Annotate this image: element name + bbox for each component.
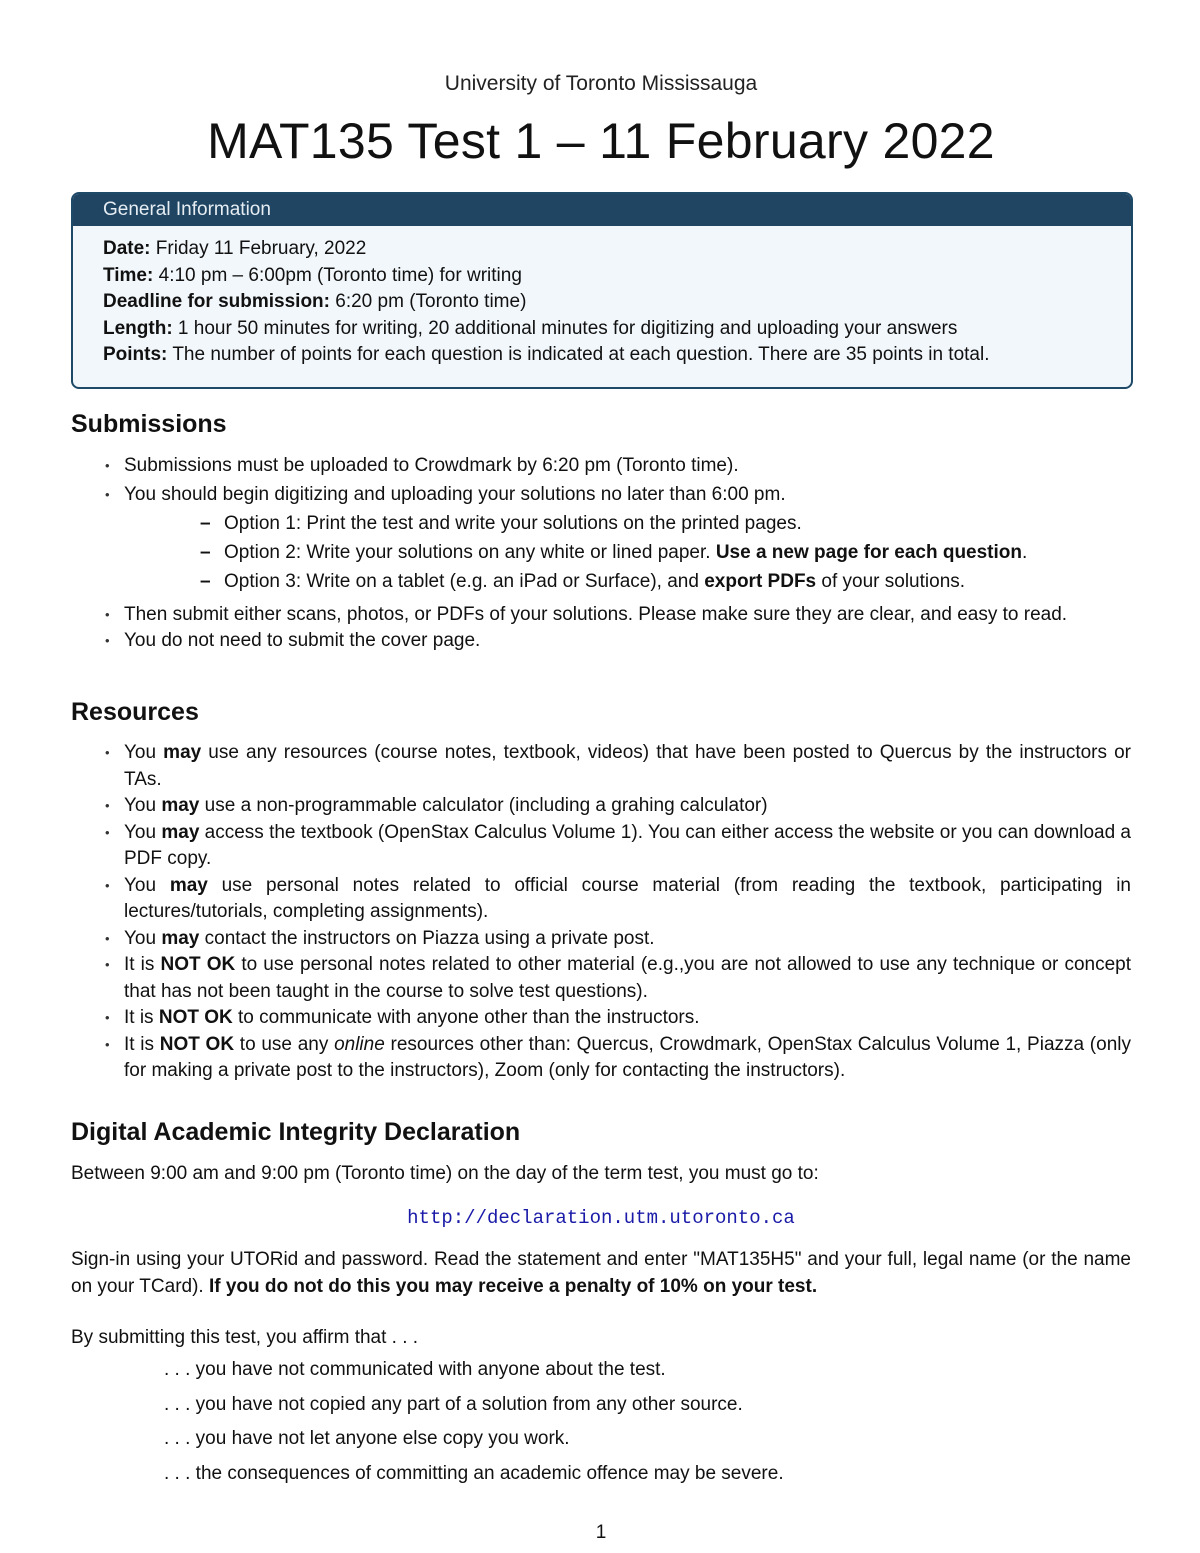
affirm-intro: By submitting this test, you affirm that . . .: [71, 1327, 419, 1348]
text: use a non-programmable calculator (including a grahing calculator): [199, 795, 768, 816]
info-label: Time:: [103, 264, 154, 286]
text: You: [124, 821, 162, 843]
option-text: Option 1: Print the test and write your solutions on the printed pages.: [224, 513, 802, 534]
option-text: .: [1022, 542, 1028, 563]
list-item: [71, 873, 1131, 926]
info-time: [103, 263, 1131, 290]
list-item: [71, 628, 1131, 655]
page-title: MAT135 Test 1 – 11 February 2022: [207, 113, 995, 169]
text: Sign-in using your UTORid and password. Read the statement and enter "MAT135H5" and your full, legal name (or the name on your TCard).: [71, 1249, 1131, 1297]
declaration-link[interactable]: http://declaration.utm.utoronto.ca: [407, 1207, 795, 1229]
list-item: [71, 453, 1131, 480]
option-emphasis: export PDFs: [704, 571, 817, 592]
affirm-item: . . . you have not copied any part of a solution from any other source.: [164, 1394, 743, 1415]
list-item: [71, 820, 1131, 873]
option-emphasis: Use a new page for each question: [715, 542, 1023, 563]
list-item: [71, 926, 1131, 953]
list-item-text: Then submit either scans, photos, or PDFs of your solutions. Please make sure they are clear, and easy to read.: [124, 603, 1068, 625]
affirm-item: . . . the consequences of committing an academic offence may be severe.: [164, 1463, 784, 1484]
text: You: [124, 742, 164, 763]
info-date: [103, 236, 1131, 263]
info-deadline: [103, 289, 1131, 316]
text: to communicate with anyone other than the instructors.: [232, 1007, 700, 1028]
list-item-text: Submissions must be uploaded to Crowdmark by 6:20 pm (Toronto time).: [124, 455, 739, 476]
affirm-item: . . . you have not communicated with anyone about the test.: [164, 1359, 666, 1380]
text: resources other than: Quercus, Crowdmark, OpenStax Calculus Volume 1, Piazza (only for making a private post to the instructors), Zoom (only for contacting the instructors).: [124, 1033, 1131, 1081]
page-number: 1: [595, 1522, 607, 1543]
text: use personal notes related to official course material (from reading the textbook, participating in lectures/tutorials, completing assignments).: [124, 874, 1132, 922]
emphasis: may: [161, 927, 200, 949]
text: It is: [124, 1007, 159, 1028]
text: You: [124, 927, 162, 949]
option-item: [124, 569, 1131, 596]
text: You: [124, 874, 170, 896]
text: to use any: [234, 1033, 335, 1055]
info-value: 1 hour 50 minutes for writing, 20 additional minutes for digitizing and uploading your answers: [172, 317, 958, 339]
option-item: [124, 540, 1131, 567]
text: use any resources (course notes, textbook, videos) that have been posted to Quercus by the instructors or TAs.: [124, 742, 1131, 790]
affirm-item: . . . you have not let anyone else copy you work.: [164, 1428, 570, 1449]
info-value: 6:20 pm (Toronto time): [329, 291, 527, 312]
emphasis: may: [161, 795, 200, 816]
info-label: Deadline for submission:: [103, 291, 330, 312]
list-item: [71, 1005, 1131, 1032]
info-label: Points:: [103, 344, 168, 365]
submissions-heading: Submissions: [71, 410, 227, 438]
resources-heading: Resources: [71, 698, 199, 726]
emphasis: NOT OK: [158, 1007, 233, 1028]
declaration-heading: Digital Academic Integrity Declaration: [71, 1118, 521, 1146]
options-list: [124, 511, 1131, 596]
text: to use personal notes related to other material (e.g.,you are not allowed to use any technique or concept that has not been taught in the course to solve test questions).: [124, 954, 1131, 1002]
emphasis: NOT OK: [160, 954, 236, 975]
option-text: of your solutions.: [816, 571, 966, 592]
declaration-intro: Between 9:00 am and 9:00 pm (Toronto time) on the day of the term test, you must go to:: [71, 1163, 819, 1184]
list-item-text: You should begin digitizing and uploading your solutions no later than 6:00 pm.: [124, 483, 786, 505]
text: It is: [124, 954, 161, 975]
emphasis: NOT OK: [159, 1033, 235, 1055]
general-information-box: [71, 192, 1133, 389]
emphasis: may: [169, 874, 208, 896]
submissions-list: [71, 453, 1131, 655]
text: You: [124, 795, 162, 816]
info-length: [103, 316, 1131, 343]
list-item: [71, 740, 1131, 793]
text: contact the instructors on Piazza using a private post.: [199, 927, 655, 949]
info-value: The number of points for each question is indicated at each question. There are 35 points in total.: [167, 344, 990, 365]
signin-instructions: [71, 1246, 1131, 1300]
list-item: [71, 1032, 1131, 1085]
general-information-heading: General Information: [73, 194, 1131, 226]
text: It is: [124, 1033, 160, 1055]
list-item: [71, 482, 1131, 596]
penalty-warning: If you do not do this you may receive a penalty of 10% on your test.: [208, 1276, 818, 1297]
option-text: Option 3: Write on a tablet (e.g. an iPad or Surface), and: [224, 571, 705, 592]
general-information-body: [73, 226, 1131, 369]
italic-text: online: [334, 1033, 385, 1055]
list-item: [71, 952, 1131, 1005]
option-text: Option 2: Write your solutions on any white or lined paper.: [224, 542, 716, 563]
info-label: Date:: [103, 238, 151, 259]
option-item: [124, 511, 1131, 538]
list-item: [71, 793, 1131, 820]
info-label: Length:: [103, 317, 173, 339]
resources-list: [71, 740, 1131, 1085]
university-name: University of Toronto Mississauga: [444, 72, 758, 95]
emphasis: may: [163, 742, 202, 763]
info-value: 4:10 pm – 6:00pm (Toronto time) for writing: [153, 264, 522, 286]
list-item: [71, 602, 1131, 629]
text: access the textbook (OpenStax Calculus Volume 1). You can either access the website or you can download a PDF copy.: [124, 821, 1131, 869]
list-item-text: You do not need to submit the cover page.: [124, 630, 481, 651]
info-value: Friday 11 February, 2022: [150, 238, 367, 259]
info-points: [103, 342, 1131, 369]
emphasis: may: [161, 821, 200, 843]
